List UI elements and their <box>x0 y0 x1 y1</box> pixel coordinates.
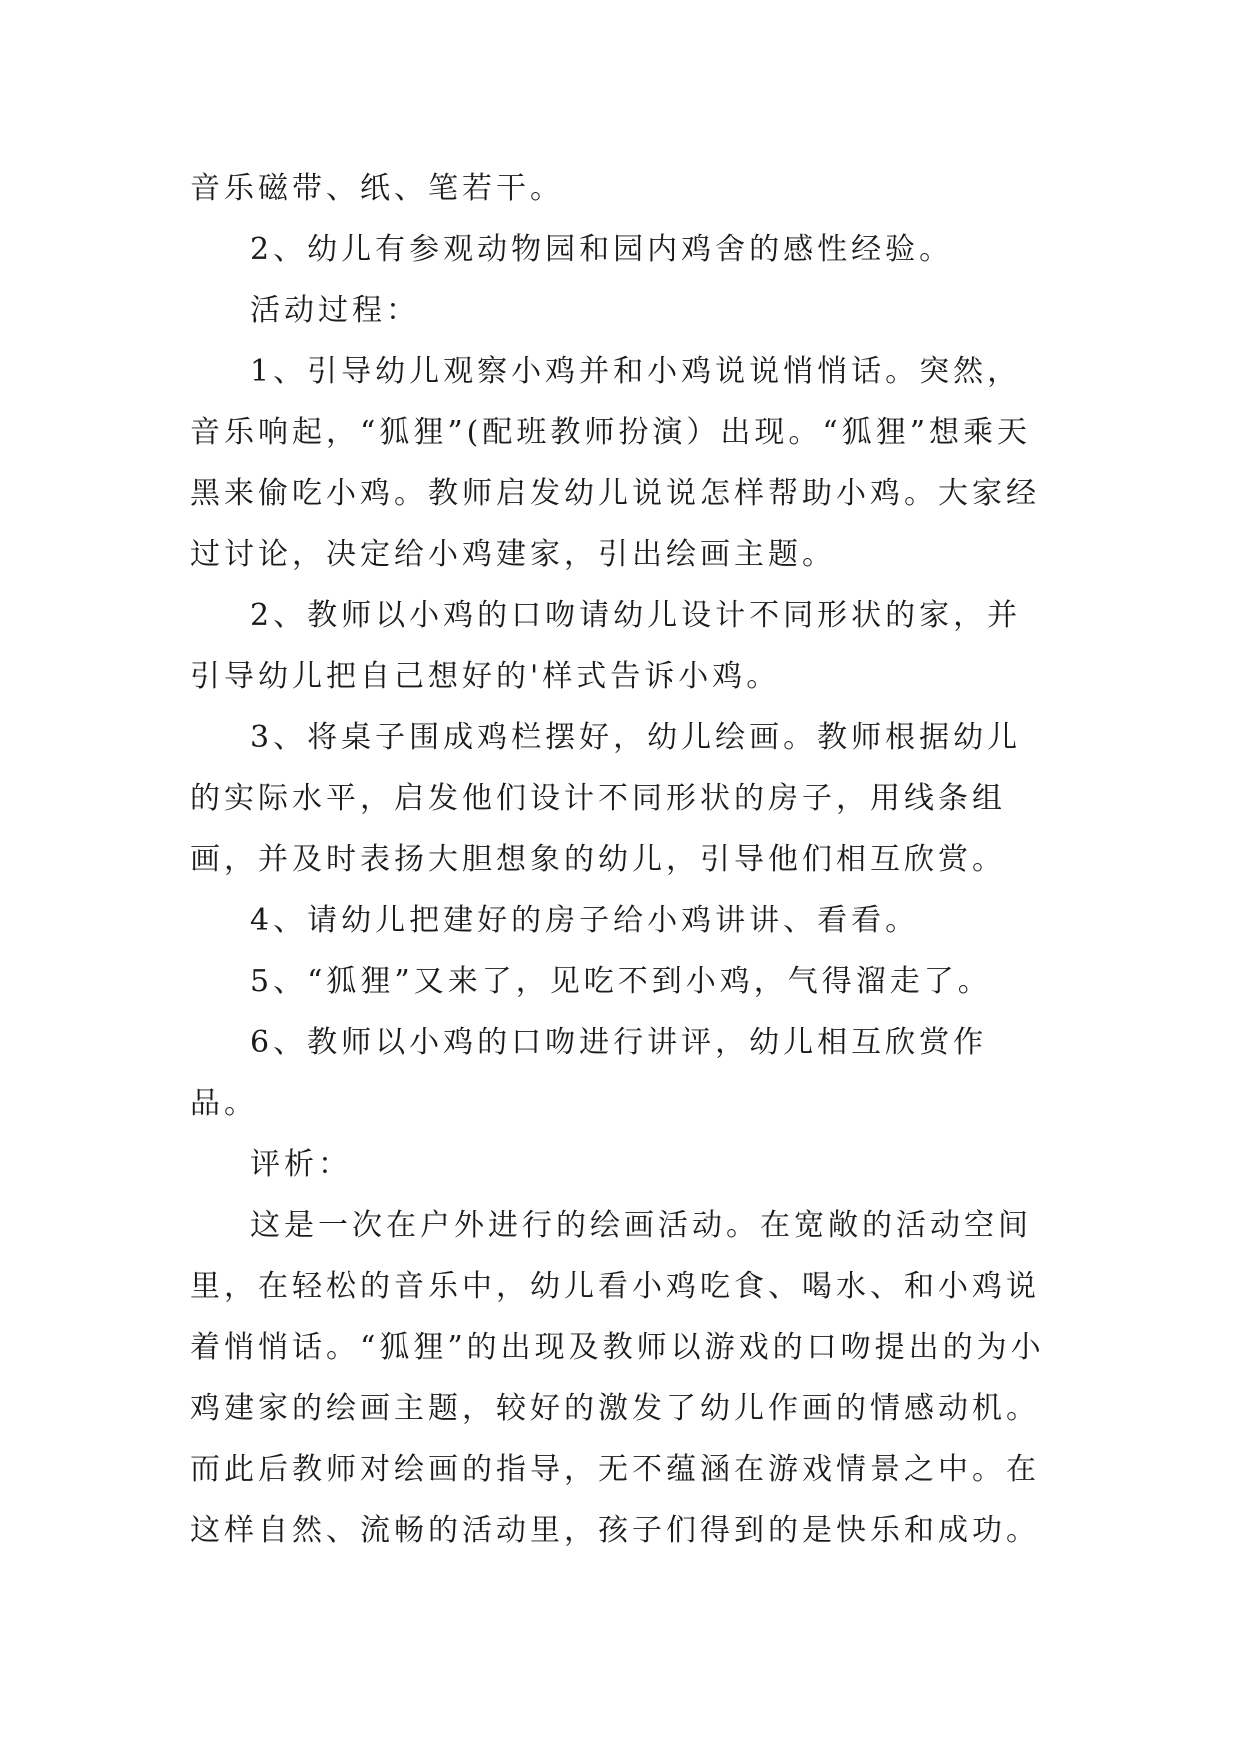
paragraph-step-5: 5、“狐狸”又来了，见吃不到小鸡，气得溜走了。 <box>250 964 992 999</box>
section-heading-process: 活动过程： <box>250 293 420 328</box>
paragraph-step-4: 4、请幼儿把建好的房子给小鸡讲讲、看看。 <box>250 903 920 938</box>
section-heading-analysis: 评析： <box>250 1147 352 1182</box>
paragraph-analysis: 这是一次在户外进行的绘画活动。在宽敞的活动空间里，在轻松的音乐中，幼儿看小鸡吃食、喝水、和小鸡说着悄悄话。“狐狸”的出现及教师以游戏的口吻提出的为小鸡建家的绘画主题，较好的激发了幼儿作画的情感动机。而此后教师对绘画的指导，无不蕴涵在游戏情景之中。在这样自然、流畅的活动里，孩子们得到的是快乐和成功。 <box>190 1208 1045 1548</box>
paragraph-step-6: 6、教师以小鸡的口吻进行讲评，幼儿相互欣赏作品。 <box>190 1025 988 1121</box>
paragraph-materials: 音乐磁带、纸、笔若干。 <box>190 171 564 206</box>
paragraph-step-1: 1、引导幼儿观察小鸡并和小鸡说说悄悄话。突然，音乐响起，“狐狸”(配班教师扮演）出现。“狐狸”想乘天黑来偷吃小鸡。教师启发幼儿说说怎样帮助小鸡。大家经过讨论，决定给小鸡建家，引出绘画主题。 <box>190 354 1040 572</box>
paragraph-step-2: 2、教师以小鸡的口吻请幼儿设计不同形状的家，并引导幼儿把自己想好的'样式告诉小鸡。 <box>190 598 1022 694</box>
paragraph-prep-2: 2、幼儿有参观动物园和园内鸡舍的感性经验。 <box>250 232 954 267</box>
paragraph-step-3: 3、将桌子围成鸡栏摆好，幼儿绘画。教师根据幼儿的实际水平，启发他们设计不同形状的房子，用线条组画，并及时表扬大胆想象的幼儿，引导他们相互欣赏。 <box>190 720 1022 877</box>
document-body <box>190 158 1052 1561</box>
